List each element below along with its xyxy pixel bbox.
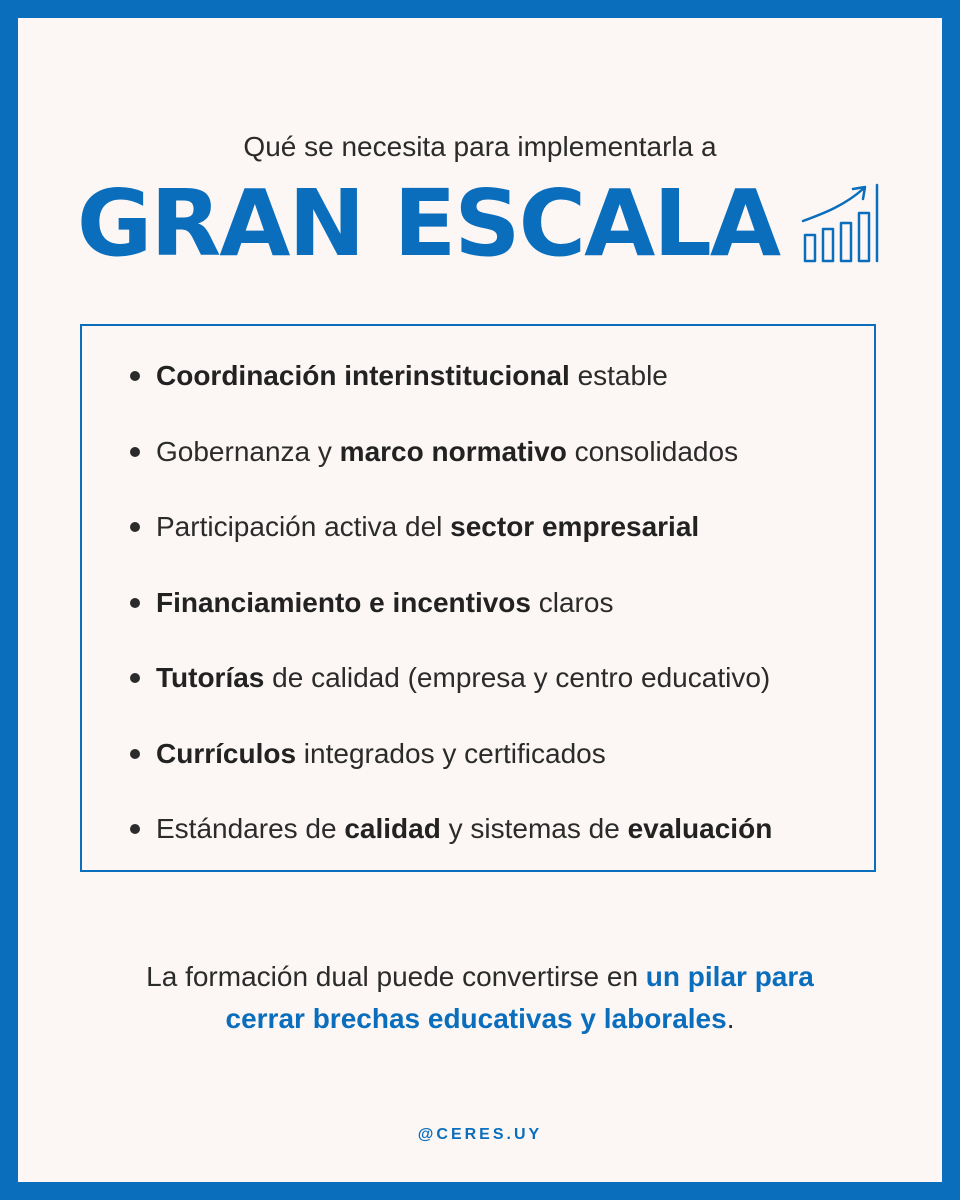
list-item: Financiamiento e incentivos claros <box>82 582 874 658</box>
bullet <box>130 447 140 457</box>
growth-chart-icon <box>801 183 883 270</box>
list-item: Participación activa del sector empresarial <box>82 506 874 582</box>
bullet <box>130 522 140 532</box>
bullet <box>130 749 140 759</box>
requirements-list <box>82 355 874 884</box>
closing-text: La formación dual puede convertirse en <box>146 961 646 992</box>
bullet <box>130 371 140 381</box>
list-item: Tutorías de calidad (empresa y centro educativo) <box>82 657 874 733</box>
social-handle: @CERES.UY <box>417 1126 543 1143</box>
closing-end: . <box>726 1003 735 1034</box>
page-title: GRAN ESCALA <box>76 170 780 277</box>
requirements-box <box>80 324 876 872</box>
card-frame <box>18 18 942 1182</box>
closing-highlight-2: cerrar brechas educativas y laborales <box>225 1003 727 1034</box>
bullet <box>130 598 140 608</box>
closing-statement <box>18 956 942 1040</box>
subtitle: Qué se necesita para implementarla a <box>243 131 717 162</box>
bullet <box>130 673 140 683</box>
list-item: Coordinación interinstitucional estable <box>82 355 874 431</box>
list-item: Currículos integrados y certificados <box>82 733 874 809</box>
closing-highlight-1: un pilar para <box>645 961 814 992</box>
list-item: Estándares de calidad y sistemas de evaluación <box>82 808 874 884</box>
list-item: Gobernanza y marco normativo consolidados <box>82 431 874 507</box>
title-row <box>18 170 942 277</box>
bullet <box>130 824 140 834</box>
